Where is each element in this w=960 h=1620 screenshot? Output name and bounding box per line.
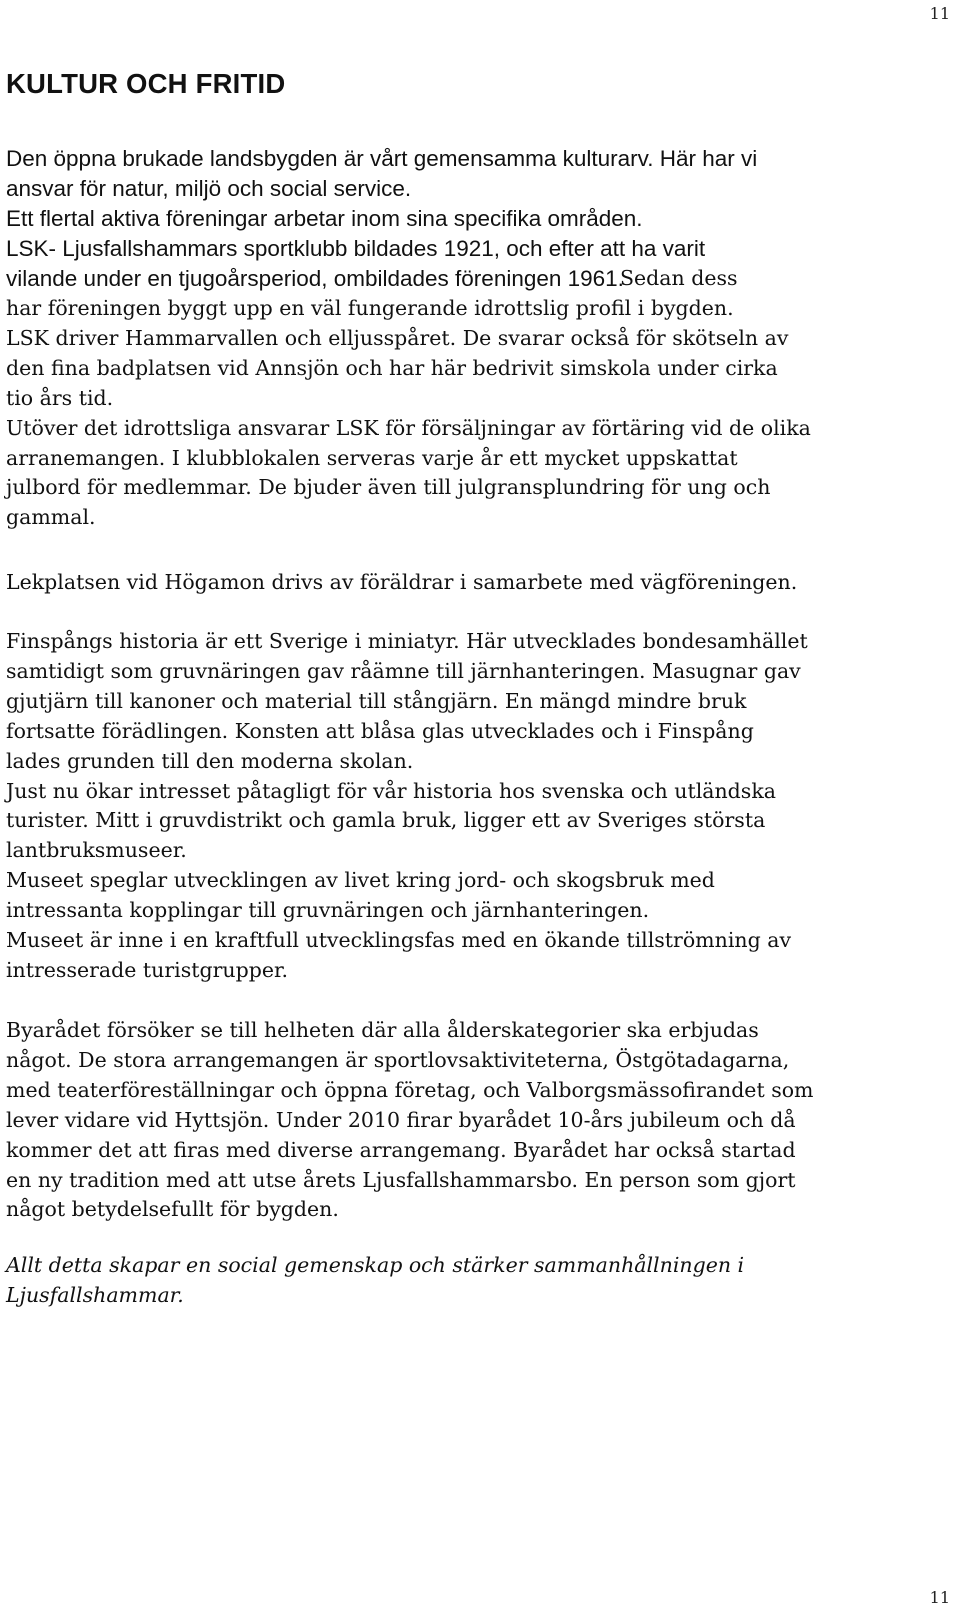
text-line: Allt detta skapar en social gemenskap och stärker sammanhållningen i: [6, 1253, 745, 1277]
text-line: Byarådet försöker se till helheten där alla ålderskategorier ska erbjudas: [6, 1018, 759, 1042]
text-line: vilande under en tjugoårsperiod, ombildades föreningen 1961.: [6, 266, 624, 291]
text-line: tio års tid.: [6, 385, 114, 410]
text-line: lantbruksmuseer.: [6, 838, 187, 863]
text-line: Ett flertal aktiva föreningar arbetar inom sina specifika områden.: [6, 206, 643, 231]
text-line: Sedan dess: [620, 266, 738, 290]
text-line: arranemangen. I klubblokalen serveras varje år ett mycket uppskattat: [6, 445, 738, 470]
text-line: den fina badplatsen vid Annsjön och har här bedrivit simskola under cirka: [6, 355, 778, 380]
historia-paragraph: [6, 627, 808, 986]
text-line: något. De stora arrangemangen är sportlovsaktiviteterna, Östgötadagarna,: [6, 1047, 790, 1072]
text-line: Just nu ökar intresset påtagligt för vår historia hos svenska och utländska: [6, 778, 776, 803]
text-line: turister. Mitt i gruvdistrikt och gamla bruk, ligger ett av Sveriges största: [6, 808, 766, 833]
text-line: lades grunden till den moderna skolan.: [6, 748, 414, 773]
text-line: samtidigt som gruvnäringen gav råämne till järnhanteringen. Masugnar gav: [6, 658, 801, 683]
text-line: något betydelsefullt för bygden.: [6, 1197, 339, 1222]
text-line: lever vidare vid Hyttsjön. Under 2010 firar byarådet 10-års jubileum och då: [6, 1107, 796, 1132]
text-line: intressanta kopplingar till gruvnäringen och järnhanteringen.: [6, 898, 650, 923]
byaradet-paragraph: [6, 1016, 814, 1225]
text-line: gjutjärn till kanoner och material till stångjärn. En mängd mindre bruk: [6, 688, 747, 713]
text-line: Den öppna brukade landsbygden är vårt gemensamma kulturarv. Här har vi: [6, 146, 758, 171]
text-line: intresserade turistgrupper.: [6, 957, 289, 982]
text-line: Museet speglar utvecklingen av livet kring jord- och skogsbruk med: [6, 868, 715, 893]
page-number-bottom: 11: [929, 1588, 950, 1607]
page-title: KULTUR OCH FRITID: [6, 68, 286, 99]
text-line: en ny tradition med att utse årets Ljusfallshammarsbo. En person som gjort: [6, 1167, 796, 1192]
text-line: kommer det att firas med diverse arrangemang. Byarådet har också startad: [6, 1137, 796, 1162]
closing-paragraph: [6, 1251, 744, 1311]
text-line: ansvar för natur, miljö och social service.: [6, 176, 412, 201]
text-line: med teaterföreställningar och öppna företag, och Valborgsmässofirandet som: [6, 1077, 814, 1102]
lsk-paragraph: [620, 264, 738, 294]
text-line: har föreningen byggt upp en väl fungerande idrottslig profil i bygden.: [6, 296, 734, 320]
lekplats-paragraph: [6, 568, 797, 598]
text-line: LSK driver Hammarvallen och elljusspåret. De svarar också för skötseln av: [6, 325, 789, 350]
text-line: Museet är inne i en kraftfull utvecklingsfas med en ökande tillströmning av: [6, 928, 792, 953]
text-line: fortsatte förädlingen. Konsten att blåsa glas utvecklades och i Finspång: [6, 718, 754, 743]
text-line: Utöver det idrottsliga ansvarar LSK för försäljningar av förtäring vid de olika: [6, 415, 811, 440]
text-line: LSK- Ljusfallshammars sportklubb bildades 1921, och efter att ha varit: [6, 236, 706, 261]
text-line: Finspångs historia är ett Sverige i miniatyr. Här utvecklades bondesamhället: [6, 629, 808, 653]
text-line: julbord för medlemmar. De bjuder även till julgransplundring för ung och: [6, 475, 771, 500]
text-line: gammal.: [6, 505, 96, 530]
text-line: Ljusfallshammar.: [6, 1282, 184, 1307]
text-line: Lekplatsen vid Högamon drivs av föräldrar i samarbete med vägföreningen.: [6, 570, 798, 594]
lsk-paragraph-body: [6, 294, 811, 533]
page-number-top: 11: [929, 4, 950, 23]
